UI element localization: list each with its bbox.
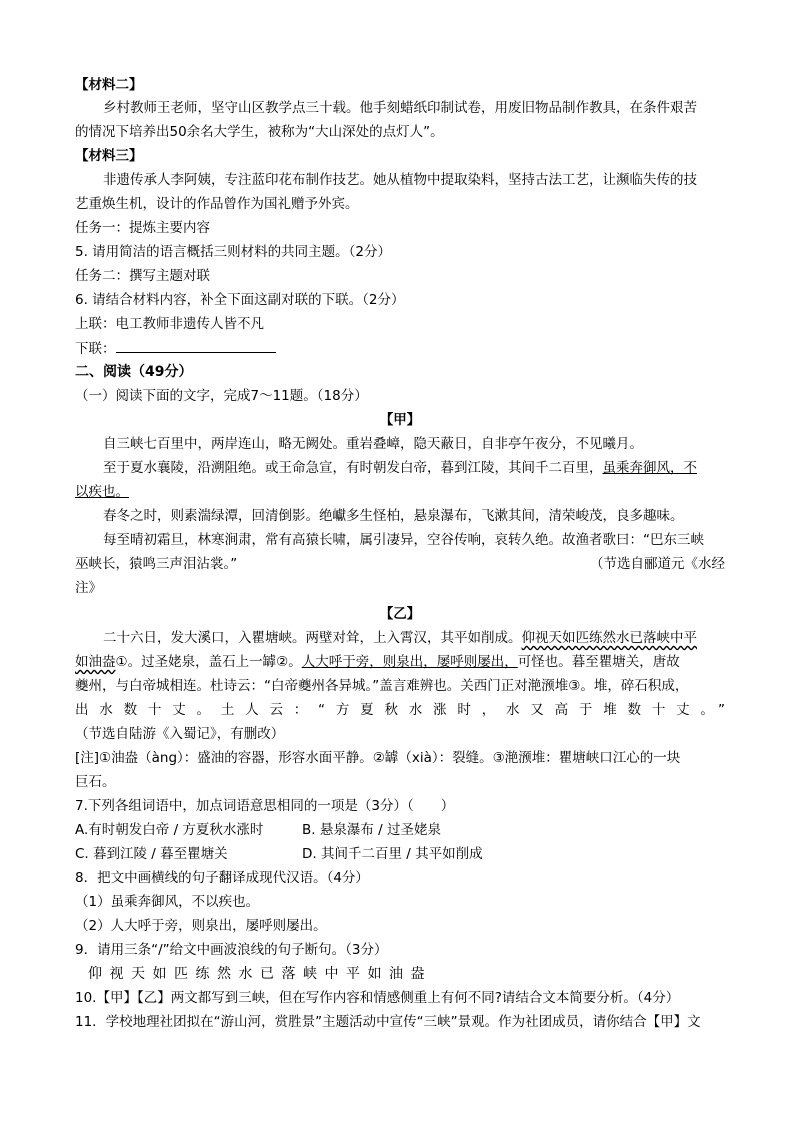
passage-jia-paragraph-2-line-1 [103,458,725,478]
passage-jia-source-cont: 注》 [75,580,102,596]
couplet-upper-line: 上联：电工教师非遗传人皆不凡 [75,316,264,332]
couplet-lower-line [75,338,725,359]
passage-yi-text-2: ①。过圣姥泉，盖石上一罅②。 [115,654,302,670]
material-2-paragraph-line-1: 乡村教师王老师，坚守山区教学点三十载。他手刻蜡纸印制试卷，用废旧物品制作教具，在条件艰苦 [103,100,697,116]
question-9-stem: 9．请用三条“/”给文中画波浪线的句子断句。（3分） [75,942,388,958]
passage-yi-text: 二十六日，发大溪口，入瞿塘峡。两壁对耸，上入霄汉，其平如削成。 [103,630,522,646]
passage-jia-paragraph-1: 自三峡七百里中，两岸连山，略无阙处。重岩叠嶂，隐天蔽日，自非亭午夜分，不见曦月。 [103,436,643,452]
passage-jia-paragraph-3: 春冬之时，则素湍绿潭，回清倒影。绝巘多生怪柏，悬泉瀑布，飞漱其间，清荣峻茂，良多趣味。 [103,508,684,524]
option-d[interactable]: D. 其间千二百里 / 其平如削成 [302,846,483,862]
option-c[interactable]: C. 暮到江陵 / 暮至瞿塘关 [75,846,228,862]
material-3-paragraph-line-2: 艺重焕生机，设计的作品曾作为国礼赠予外宾。 [75,196,359,212]
task-2-label: 任务二：撰写主题对联 [75,268,210,284]
option-a[interactable]: A.有时朝发白帝 / 方夏秋水涨时 [75,822,264,838]
passage-jia-p2-text: 至于夏水襄陵，沿溯阻绝。或王命急宣，有时朝发白帝，暮到江陵，其间千二百里， [103,460,603,476]
underlined-sentence-2: 人大呼于旁，则泉出，屡呼则屡出， [301,654,518,670]
couplet-answer-blank[interactable] [116,338,276,353]
passage-yi-line-2 [75,652,725,672]
question-5: 5. 请用简洁的语言概括三则材料的共同主题。（2分） [75,244,392,260]
passage-yi-source: （节选自陆游《入蜀记》，有删改） [75,726,285,742]
passage-yi-line-3: 夔州，与白帝城相连。杜诗云：“白帝夔州各异城。”盖言难辨也。关西门正对滟滪堆③。堆，碎石积成， [75,678,689,694]
passage-yi-text-3: 可怪也。暮至瞿塘关，唐故 [517,654,680,670]
passage-yi-line-1 [103,628,725,648]
notes-line-1: [注]①油盎（àng）：盛油的容器，形容水面平静。②罅（xià）：裂缝。③滟滪堆：瞿塘峡口江心的一块 [75,750,681,766]
material-2-heading: 【材料二】 [75,77,143,93]
passage-yi-label: 【乙】 [379,606,421,622]
material-3-paragraph-line-1: 非遗传承人李阿姨，专注蓝印花布制作技艺。她从植物中提取染料，坚持古法工艺，让濒临失传的技 [103,172,697,188]
material-3-heading: 【材料三】 [75,148,143,164]
passage-jia-paragraph-2-line-2 [75,482,725,502]
material-2-paragraph-line-2: 的情况下培养出50余名大学生，被称为“大山深处的点灯人”。 [75,124,444,140]
notes-line-2: 巨石。 [75,774,116,790]
question-6: 6. 请结合材料内容，补全下面这副对联的下联。（2分） [75,292,405,308]
wavy-sentence: 仰视天如匹练然水已落峡中平 [521,630,697,646]
question-10: 10.【甲】【乙】两文都写到三峡，但在写作内容和情感侧重上有何不同?请结合文本简要分析。（4分） [75,990,680,1006]
question-8-item-1: （1）虽乘奔御风，不以疾也。 [75,894,260,910]
section-2-heading: 二、阅读（49分） [75,364,193,380]
underlined-sentence-1-end: 以疾也。 [75,484,129,500]
question-8-stem: 8．把文中画横线的句子翻译成现代汉语。（4分） [75,870,369,886]
passage-jia-label: 【甲】 [379,412,421,428]
question-7-options-row-1 [75,820,725,840]
question-7-stem: 7.下列各组词语中，加点词语意思相同的一项是（3分）（ ） [75,798,455,814]
passage-jia-source: （节选自郦道元《水经 [590,556,725,572]
option-b[interactable]: B. 悬泉瀑布 / 过圣姥泉 [302,822,441,838]
passage-yi-line-4: 出水数十丈。土人云：“方夏秋水涨时，水又高于堆数十丈。” [75,702,725,718]
subsection-1-instruction: （一）阅读下面的文字，完成7～11题。（18分） [75,388,368,404]
couplet-lower-label: 下联： [75,341,116,357]
question-7-options-row-2 [75,844,725,864]
task-1-label: 任务一：提炼主要内容 [75,220,210,236]
wavy-sentence-end: 如油盎 [75,654,116,670]
question-11: 11．学校地理社团拟在“游山河，赏胜景”主题活动中宣传“三峡”景观。作为社团成员，请你结合【甲】文 [75,1014,701,1030]
question-9-sentence: 仰视天如匹练然水已落峡中平如油盎 [88,966,432,982]
passage-jia-paragraph-4-line-1: 每至晴初霜旦，林寒涧肃，常有高猿长啸，属引凄异，空谷传响，哀转久绝。故渔者歌曰：“巴东三峡 [103,532,704,548]
underlined-sentence-1: 虽乘奔御风，不 [602,460,697,476]
passage-jia-p4-end: 巫峡长，猿鸣三声泪沾裳。” [75,556,238,572]
question-8-item-2: （2）人大呼于旁，则泉出，屡呼则屡出。 [75,918,327,934]
